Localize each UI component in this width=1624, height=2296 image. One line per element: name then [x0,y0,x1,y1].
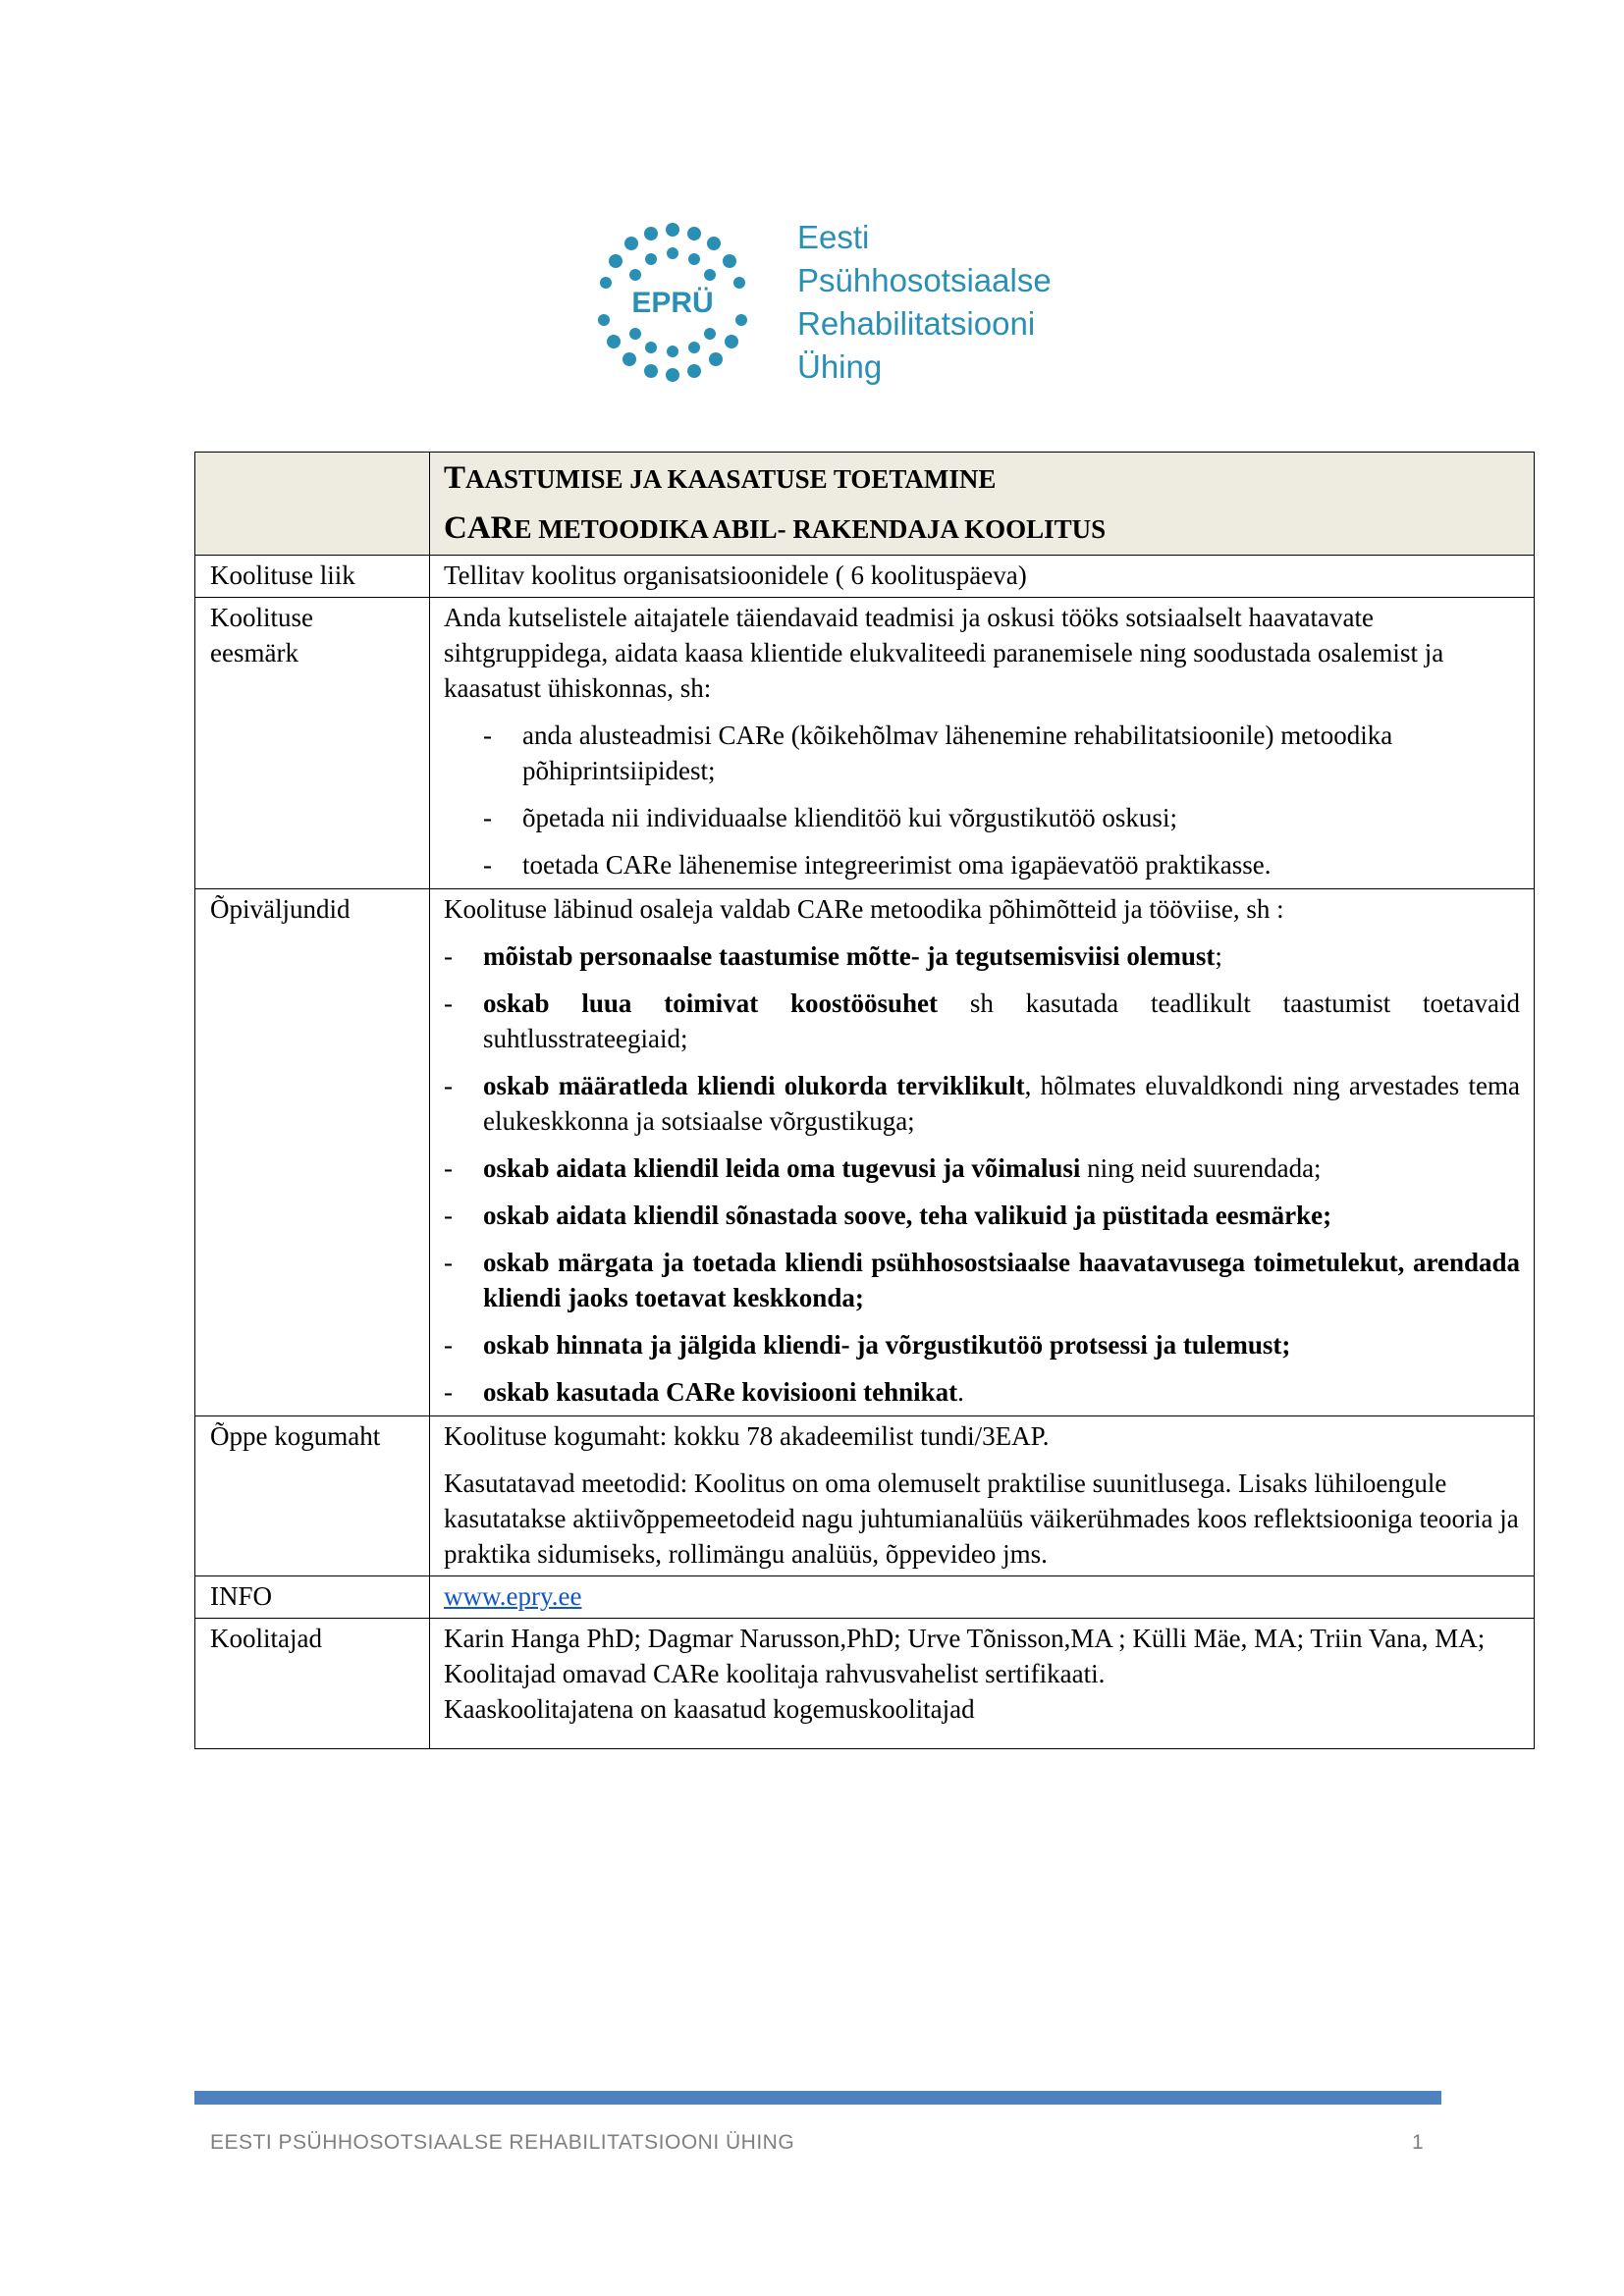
row-label: Õpiväljundid [195,889,430,1416]
logo-hands-circle-icon [584,214,761,391]
title-cell [430,453,1535,556]
logo-line: Eesti [797,219,870,255]
list-item: - oskab märgata ja toetada kliendi psühhosostsiaalse haavatavusega toimetulekut, arendada kliendi jaoks toetavat keskkonda; [444,1245,1520,1315]
logo-line: Ühing [797,348,883,385]
row-value [430,1619,1535,1749]
course-title-line1: TAASTUMISE JA KAASATUSE TOETAMINE [444,460,997,496]
row-label: Koolituse eesmärk [195,598,430,889]
logo-line: Rehabilitatsiooni [797,305,1036,342]
row-trainers [195,1619,1535,1749]
list-item: - oskab aidata kliendil leida oma tugevusi ja võimalusi ning neid suurendada; [444,1150,1520,1186]
logo-line: Psühhosotsiaalse [797,262,1052,298]
row-value: Tellitav koolitus organisatsioonidele ( 6 koolituspäeva) [430,556,1535,598]
organization-logo [584,214,1056,391]
volume-text: Koolituse kogumaht: kokku 78 akadeemilist tundi/3EAP. [444,1421,1050,1451]
footer-divider-bar [194,2091,1441,2105]
row-volume [195,1416,1535,1576]
goal-list [444,718,1520,882]
list-item: - oskab kasutada CARe kovisiooni tehnikat. [444,1374,1520,1410]
row-value [430,598,1535,889]
row-course-type [195,556,1535,598]
list-item: - oskab hinnata ja jälgida kliendi- ja võrgustikutöö protsessi ja tulemust; [444,1327,1520,1362]
list-item: - oskab aidata kliendil sõnastada soove, teha valikuid ja püstitada eesmärke; [444,1198,1520,1233]
row-info [195,1576,1535,1619]
course-title-line2: CARE METOODIKA ABIL- RAKENDAJA KOOLITUS [444,510,1107,546]
row-value [430,889,1535,1416]
row-label: Koolituse liik [195,556,430,598]
row-learning-outcomes [195,889,1535,1416]
methods-text: Kasutatavad meetodid: Koolitus on oma olemuselt praktilise suunitlusega. Lisaks lühiloengule kasutatakse aktiivõppemeetodeid nagu juhtumianalüüs väikerühmades koos reflektsiooniga teooria ja praktika sidumiseks, rollimängu analüüs, õppevideo jms. [444,1468,1519,1569]
title-row [195,453,1535,556]
list-item: - toetada CARe lähenemise integreerimist oma igapäevatöö praktikasse. [444,847,1520,882]
course-info-table [194,452,1535,1749]
goal-intro: Anda kutselistele aitajatele täiendavaid teadmisi ja oskusi tööks sotsiaalselt haavatavate sihtgruppidega, aidata kaasa klientide elukvaliteedi paranemisele ning soodustada osalemist ja kaasatust ühiskonnas, sh: [444,603,1444,703]
logo-wordmark [797,216,1052,389]
logo-abbr: EPRÜ [631,287,714,319]
row-course-goal [195,598,1535,889]
row-label: Õppe kogumaht [195,1416,430,1576]
trainers-text: Karin Hanga PhD; Dagmar Narusson,PhD; Urve Tõnisson,MA ; Külli Mäe, MA; Triin Vana, MA; Koolitajad omavad CARe koolitaja rahvusvahelist sertifikaati. [444,1624,1486,1688]
outcomes-intro: Koolituse läbinud osaleja valdab CARe metoodika põhimõtteid ja tööviise, sh : [444,894,1284,924]
title-label-cell [195,453,430,556]
page-number: 1 [1412,2131,1424,2154]
row-value [430,1416,1535,1576]
list-item: - mõistab personaalse taastumise mõtte- ja tegutsemisviisi olemust; [444,938,1520,974]
row-label: INFO [195,1576,430,1619]
list-item: - õpetada nii individuaalse klienditöö kui võrgustikutöö oskusi; [444,800,1520,835]
list-item: - oskab luua toimivat koostöösuhet sh kasutada teadlikult taastumist toetavaid suhtlusstrateegiaid; [444,986,1520,1056]
website-link[interactable]: www.epry.ee [444,1581,582,1611]
outcomes-list [444,938,1520,1410]
co-trainers-text: Kaaskoolitajatena on kaasatud kogemuskoolitajad [444,1694,975,1724]
row-label: Koolitajad [195,1619,430,1749]
list-item: - anda alusteadmisi CARe (kõikehõlmav lähenemine rehabilitatsioonile) metoodika põhiprintsiipidest; [444,718,1520,788]
list-item: - oskab määratleda kliendi olukorda terviklikult, hõlmates eluvaldkondi ning arvestades tema elukeskkonna ja sotsiaalse võrgustikuga; [444,1068,1520,1139]
footer-organization: EESTI PSÜHHOSOTSIAALSE REHABILITATSIOONI ÜHING [210,2131,795,2154]
row-value [430,1576,1535,1619]
